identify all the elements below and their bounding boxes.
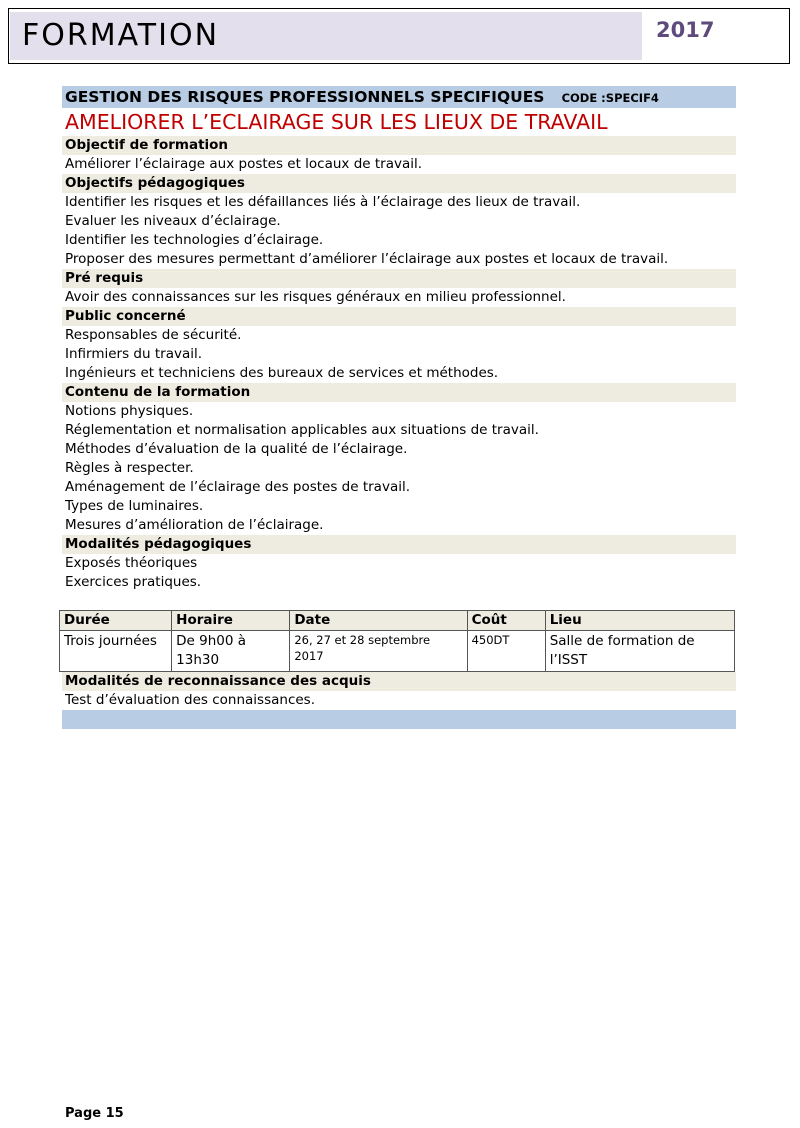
section-line: Améliorer l’éclairage aux postes et locaux de travail. xyxy=(65,156,423,172)
header-date: Date xyxy=(290,611,467,631)
section-line: Exposés théoriques xyxy=(65,555,198,571)
header-lieu: Lieu xyxy=(545,611,734,631)
section-heading-public: Public concerné xyxy=(62,307,736,326)
section-line: Types de luminaires. xyxy=(65,498,204,514)
section-heading-reconnaissance: Modalités de reconnaissance des acquis xyxy=(62,672,736,691)
header-year: 2017 xyxy=(656,18,715,42)
cell-cout-text: 450DT xyxy=(471,633,510,647)
course-sheet xyxy=(62,86,736,729)
cell-date-line-2: 2017 xyxy=(294,649,324,663)
section-line: Proposer des mesures permettant d’améliorer l’éclairage aux postes et locaux de travail. xyxy=(65,251,669,267)
section-line: Notions physiques. xyxy=(65,403,194,419)
section-line: Infirmiers du travail. xyxy=(65,346,203,362)
section-line: Réglementation et normalisation applicables aux situations de travail. xyxy=(65,422,539,438)
section-line: Exercices pratiques. xyxy=(65,574,202,590)
cell-lieu xyxy=(545,631,734,672)
section-line: Règles à respecter. xyxy=(65,460,194,476)
section-heading-contenu: Contenu de la formation xyxy=(62,383,736,402)
section-line: Mesures d’amélioration de l’éclairage. xyxy=(65,517,324,533)
section-line: Aménagement de l’éclairage des postes de travail. xyxy=(65,479,411,495)
cell-horaire xyxy=(172,631,290,672)
section-heading-objectifs-pedagogiques: Objectifs pédagogiques xyxy=(62,174,736,193)
section-line: Responsables de sécurité. xyxy=(65,327,242,343)
cell-horaire-line-1: De 9h00 à xyxy=(176,633,247,649)
section-line: Identifier les technologies d’éclairage. xyxy=(65,232,324,248)
section-line: Ingénieurs et techniciens des bureaux de services et méthodes. xyxy=(65,365,499,381)
module-title: GESTION DES RISQUES PROFESSIONNELS SPECIFIQUES xyxy=(65,88,545,106)
section-line: Identifier les risques et les défaillances liés à l’éclairage des lieux de travail. xyxy=(65,194,581,210)
module-bar xyxy=(62,86,736,108)
course-title: AMELIORER L’ECLAIRAGE SUR LES LIEUX DE TRAVAIL xyxy=(65,110,608,134)
cell-duree xyxy=(60,631,172,672)
table-row xyxy=(60,631,735,672)
info-table-header xyxy=(60,611,735,631)
section-line: Test d’évaluation des connaissances. xyxy=(65,692,316,708)
module-code: CODE :SPECIF4 xyxy=(561,91,659,105)
section-heading-prerequis: Pré requis xyxy=(62,269,736,288)
cell-date xyxy=(290,631,467,672)
cell-date-line-1: 26, 27 et 28 septembre xyxy=(294,633,431,647)
section-line: Avoir des connaissances sur les risques généraux en milieu professionnel. xyxy=(65,289,566,305)
header-duree: Durée xyxy=(60,611,172,631)
header-title: FORMATION xyxy=(22,18,220,53)
section-line: Méthodes d’évaluation de la qualité de l’éclairage. xyxy=(65,441,408,457)
section-heading-objectif: Objectif de formation xyxy=(62,136,736,155)
cell-lieu-line-1: Salle de formation de xyxy=(549,633,695,649)
section-heading-modalites: Modalités pédagogiques xyxy=(62,535,736,554)
page-number: Page 15 xyxy=(65,1106,124,1121)
spacer xyxy=(62,592,736,610)
cell-cout xyxy=(467,631,545,672)
info-table xyxy=(59,610,735,672)
header-horaire: Horaire xyxy=(172,611,290,631)
cell-lieu-line-2: l’ISST xyxy=(549,652,588,668)
cell-duree-text: Trois journées xyxy=(64,633,157,649)
header-cout: Coût xyxy=(467,611,545,631)
bottom-band xyxy=(62,710,736,729)
cell-horaire-line-2: 13h30 xyxy=(176,652,220,668)
section-line: Evaluer les niveaux d’éclairage. xyxy=(65,213,281,229)
